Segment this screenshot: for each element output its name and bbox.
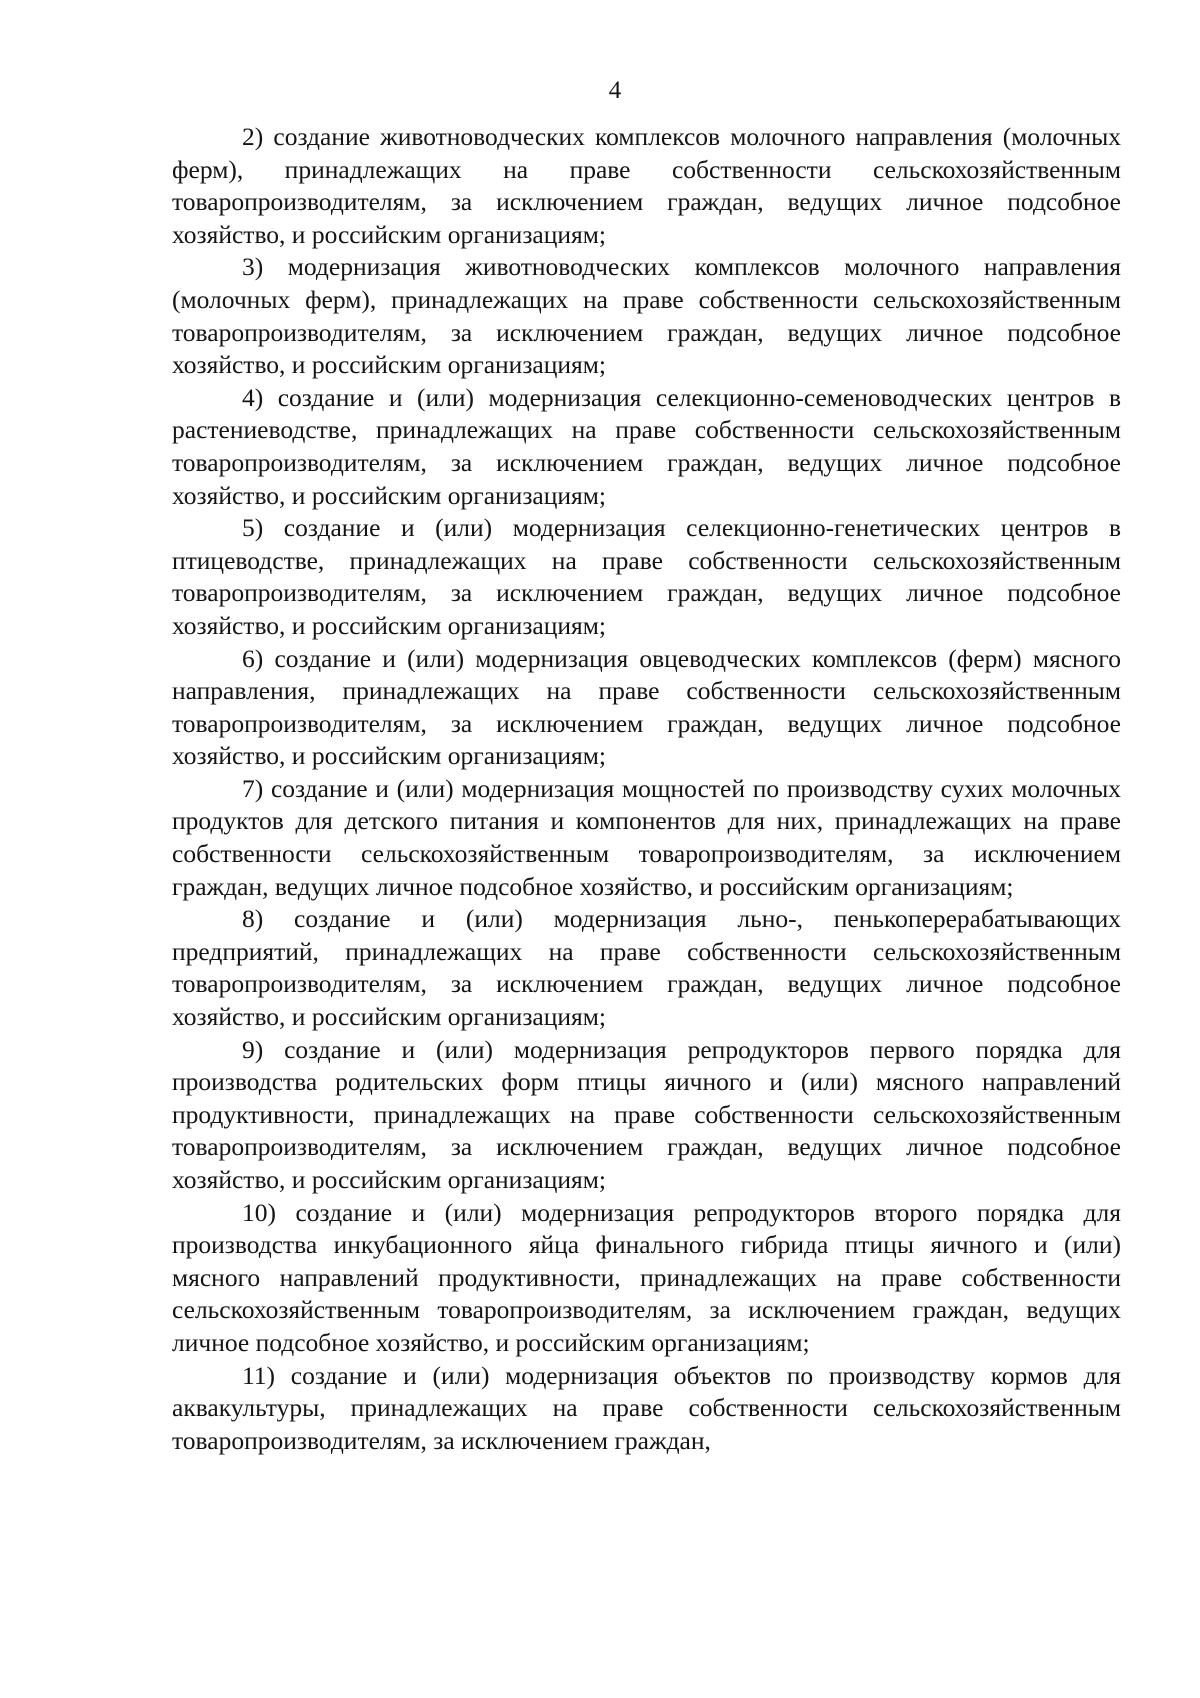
- list-item-6: 6) создание и (или) модернизация овцеводческих комплексов (ферм) мясного направления, принадлежащих на праве собственности сельскохозяйственным товаропроизводителям, за исключением граждан, ведущих личное подсобное хозяйство, и российским организациям;: [172, 643, 1121, 771]
- list-item-8: 8) создание и (или) модернизация льно-, пенькоперерабатывающих предприятий, принадлежащих на праве собственности сельскохозяйственным товаропроизводителям, за исключением граждан, ведущих личное подсобное хозяйство, и российским организациям;: [172, 904, 1121, 1032]
- page-number: 4: [608, 77, 622, 104]
- list-item-10: 10) создание и (или) модернизация репродукторов второго порядка для производства инкубационного яйца финального гибрида птицы яичного и (или) мясного направлений продуктивности, принадлежащих на праве собственности сельскохозяйственным товаропроизводителям, за исключением граждан, ведущих личное подсобное хозяйство, и российским организациям;: [172, 1197, 1121, 1357]
- document-body: [172, 121, 1121, 1457]
- list-item-9: 9) создание и (или) модернизация репродукторов первого порядка для производства родительских форм птицы яичного и (или) мясного направлений продуктивности, принадлежащих на праве собственности сельскохозяйственным товаропроизводителям, за исключением граждан, ведущих личное подсобное хозяйство, и российским организациям;: [172, 1034, 1121, 1194]
- list-item-5: 5) создание и (или) модернизация селекционно-генетических центров в птицеводстве, принадлежащих на праве собственности сельскохозяйственным товаропроизводителям, за исключением граждан, ведущих личное подсобное хозяйство, и российским организациям;: [172, 513, 1121, 640]
- list-item-4: 4) создание и (или) модернизация селекционно-семеноводческих центров в растениеводстве, принадлежащих на праве собственности сельскохозяйственным товаропроизводителям, за исключением граждан, ведущих личное подсобное хозяйство, и российским организациям;: [172, 382, 1121, 510]
- list-item-7: 7) создание и (или) модернизация мощностей по производству сухих молочных продуктов для детского питания и компонентов для них, принадлежащих на праве собственности сельскохозяйственным товаропроизводителям, за исключением граждан, ведущих личное подсобное хозяйство, и российским организациям;: [172, 773, 1121, 901]
- list-item-11: 11) создание и (или) модернизация объектов по производству кормов для аквакультуры, принадлежащих на праве собственности сельскохозяйственным товаропроизводителям, за исключением граждан,: [172, 1360, 1121, 1455]
- list-item-3: 3) модернизация животноводческих комплексов молочного направления (молочных ферм), принадлежащих на праве собственности сельскохозяйственным товаропроизводителям, за исключением граждан, ведущих личное подсобное хозяйство, и российским организациям;: [172, 252, 1121, 380]
- list-item-2: 2) создание животноводческих комплексов молочного направления (молочных ферм), принадлежащих на праве собственности сельскохозяйственным товаропроизводителям, за исключением граждан, ведущих личное подсобное хозяйство, и российским организациям;: [172, 122, 1121, 249]
